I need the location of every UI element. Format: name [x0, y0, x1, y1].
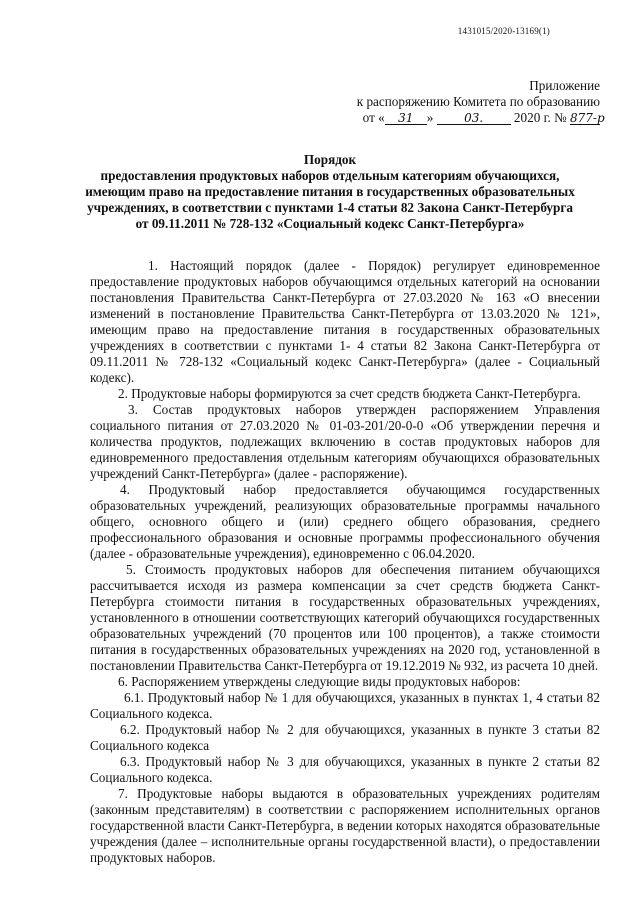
appendix-label: Приложение — [529, 78, 600, 93]
paragraph-6: 6. Распоряжением утверждены следующие виды продуктовых наборов: — [118, 674, 521, 689]
handwritten-order-number: 877-р — [570, 111, 605, 125]
paragraph-3: 3. Состав продуктовых наборов утвержден распоряжением Управления социального питания от 27.03.2020 № 01-03-201/20-0-0 «Об утверждении перечня и количества продуктов, подлежащих включению в состав продуктовых наборов для единовременного предоставления отдельным категориям обучающихся образовательных учреждений Санкт-Петербурга» (далее - распоряжение). — [90, 402, 600, 481]
paragraph-6-3: 6.3. Продуктовый набор № 3 для обучающихся, указанных в пункте 2 статьи 82 Социального кодекса. — [90, 754, 600, 785]
paragraph-4: 4. Продуктовый набор предоставляется обучающимся государственных образовательных учреждений, реализующих образовательные программы начального общего, основного общего и (или) среднего общего образования, среднего профессионального образования и основные программы профессионального обучения (далее - образовательные учреждения), единовременно с 06.04.2020. — [90, 482, 600, 561]
appendix-block — [300, 78, 605, 126]
title-line-4: учреждениях, в соответствии с пунктами 1-4 статьи 82 Закона Санкт-Петербурга — [87, 200, 573, 215]
handwritten-month: 03. — [437, 112, 511, 125]
paragraph-6-2: 6.2. Продуктовый набор № 2 для обучающихся, указанных в пункте 3 статьи 82 Социального кодекса — [90, 722, 600, 753]
document-body — [90, 258, 600, 866]
paragraph-6-1: 6.1. Продуктовый набор № 1 для обучающихся, указанных в пунктах 1, 4 статьи 82 Социального кодекса. — [90, 690, 600, 721]
date-prefix: от « — [362, 110, 385, 125]
handwritten-day: 31 — [385, 112, 427, 125]
document-title — [60, 152, 600, 232]
paragraph-5: 5. Стоимость продуктовых наборов для обеспечения питанием обучающихся рассчитывается исходя из размера компенсации за счет средств бюджета Санкт-Петербурга стоимости питания в государственных образовательных учреждениях, установленного в отношении соответствующих категорий обучающихся государственных образовательных учреждений (70 процентов или 100 процентов), а также стоимости питания в государственных образовательных учреждениях на 2020 год, установленной в постановлении Правительства Санкт-Петербурга от 19.12.2019 № 932, из расчета 10 дней. — [90, 562, 600, 673]
date-quote: » — [426, 110, 434, 125]
title-heading: Порядок — [303, 152, 357, 167]
date-year-number: 2020 г. № — [513, 110, 567, 125]
title-line-2: предоставления продуктовых наборов отдельным категориям обучающихся, — [100, 168, 560, 183]
paragraph-7: 7. Продуктовые наборы выдаются в образовательных учреждениях родителям (законным представителям) в соответствии с распоряжением исполнительных органов государственной власти Санкт-Петербурга, в ведении которых находятся образовательные учреждения (далее – исполнительные органы государственной власти), о предоставлении продуктовых наборов. — [90, 786, 600, 865]
appendix-reference: к распоряжению Комитета по образованию — [356, 94, 600, 109]
document-id: 1431015/2020-13169(1) — [457, 26, 550, 36]
appendix-date-line — [300, 110, 605, 126]
paragraph-2: 2. Продуктовые наборы формируются за счет средств бюджета Санкт-Петербурга. — [118, 386, 581, 401]
title-line-3: имеющим право на предоставление питания в государственных образовательных — [85, 184, 575, 199]
title-line-5: от 09.11.2011 № 728-132 «Социальный кодекс Санкт-Петербурга» — [135, 216, 525, 231]
paragraph-1: 1. Настоящий порядок (далее - Порядок) регулирует единовременное предоставление продуктовых наборов обучающимся отдельных категорий на основании постановления Правительства Санкт-Петербурга от 27.03.2020 № 163 «О внесении изменений в постановление Правительства Санкт-Петербурга от 13.03.2020 № 121», имеющим право на предоставление питания в государственных образовательных учреждениях в соответствии с пунктами 1- 4 статьи 82 Закона Санкт-Петербурга от 09.11.2011 № 728-132 «Социальный кодекс Санкт-Петербурга» (далее - Социальный кодекс). — [90, 258, 600, 385]
